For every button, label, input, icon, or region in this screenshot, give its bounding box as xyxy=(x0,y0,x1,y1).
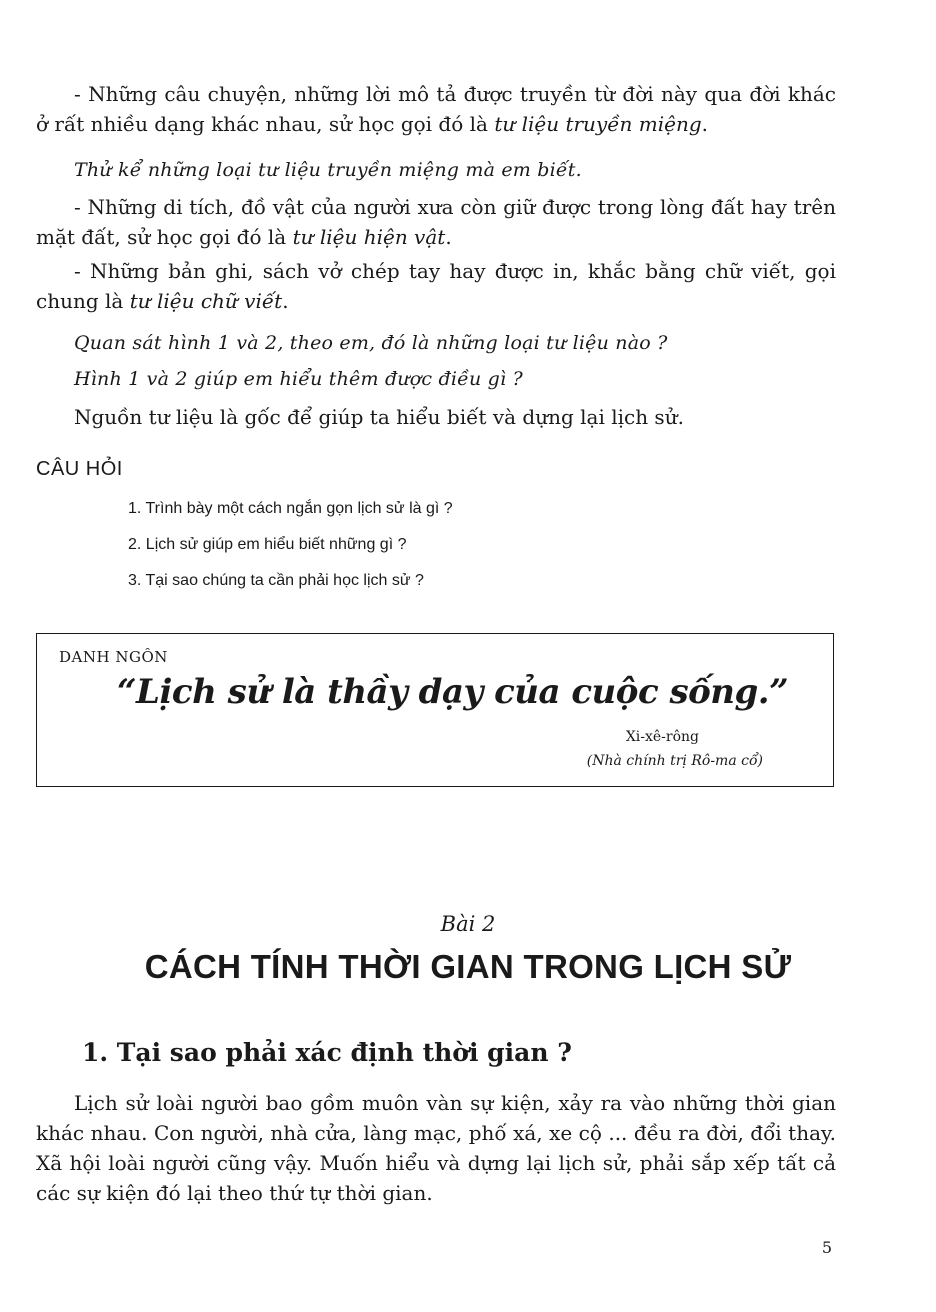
paragraph-text: - Những câu chuyện, những lời mô tả được truyền từ đời này qua đời khác ở rất nhiều dạng khác nhau, sử học gọi đó là xyxy=(36,82,836,136)
term-oral-sources: tư liệu truyền miệng xyxy=(494,112,702,136)
question-figures-meaning: Hình 1 và 2 giúp em hiểu thêm được điều gì ? xyxy=(74,368,523,390)
question-item: 1. Trình bày một cách ngắn gọn lịch sử là gì ? xyxy=(128,500,453,517)
paragraph-text: - Những bản ghi, sách vở chép tay hay được in, khắc bằng chữ viết, gọi chung là xyxy=(36,259,836,313)
quote-label: DANH NGÔN xyxy=(59,648,168,666)
paragraph-written-sources: - Những bản ghi, sách vở chép tay hay được in, khắc bằng chữ viết, gọi chung là tư liệu chữ viết. xyxy=(36,259,836,313)
page-number: 5 xyxy=(821,1238,832,1257)
quote-author: Xi-xê-rông xyxy=(625,729,699,745)
paragraph-source-summary: Nguồn tư liệu là gốc để giúp ta hiểu biết và dựng lại lịch sử. xyxy=(74,405,684,429)
paragraph-oral-sources: - Những câu chuyện, những lời mô tả được truyền từ đời này qua đời khác ở rất nhiều dạng khác nhau, sử học gọi đó là tư liệu truyền miệng. xyxy=(36,82,836,136)
section-title: 1. Tại sao phải xác định thời gian ? xyxy=(82,1038,572,1067)
paragraph-artifact-sources: - Những di tích, đồ vật của người xưa còn giữ được trong lòng đất hay trên mặt đất, sử học gọi đó là tư liệu hiện vật. xyxy=(36,195,836,249)
lesson-title: CÁCH TÍNH THỜI GIAN TRONG LỊCH SỬ xyxy=(144,948,792,985)
quote-author-role: (Nhà chính trị Rô-ma cổ) xyxy=(586,753,763,769)
question-oral-sources: Thử kể những loại tư liệu truyền miệng mà em biết. xyxy=(74,159,582,181)
paragraph-lesson-body: Lịch sử loài người bao gồm muôn vàn sự kiện, xảy ra vào những thời gian khác nhau. Con người, nhà cửa, làng mạc, phố xá, xe cộ ... đều ra đời, đổi thay. Xã hội loài người cũng vậy. Muốn hiểu và dựng lại lịch sử, phải sắp xếp tất cả các sự kiện đó lại theo thứ tự thời gian. xyxy=(36,1091,836,1205)
quote-text: “Lịch sử là thầy dạy của cuộc sống.” xyxy=(117,672,789,712)
paragraph-text: - Những di tích, đồ vật của người xưa còn giữ được trong lòng đất hay trên mặt đất, sử học gọi đó là xyxy=(36,195,836,249)
lesson-number: Bài 2 xyxy=(440,912,496,936)
question-item: 3. Tại sao chúng ta cần phải học lịch sử ? xyxy=(128,572,424,589)
questions-list xyxy=(128,496,453,604)
quote-box xyxy=(36,633,834,787)
question-observe-figures: Quan sát hình 1 và 2, theo em, đó là những loại tư liệu nào ? xyxy=(74,332,668,354)
term-written-sources: tư liệu chữ viết xyxy=(129,289,283,313)
question-item: 2. Lịch sử giúp em hiểu biết những gì ? xyxy=(128,536,407,553)
questions-heading: CÂU HỎI xyxy=(36,458,123,480)
term-artifact-sources: tư liệu hiện vật xyxy=(292,225,446,249)
